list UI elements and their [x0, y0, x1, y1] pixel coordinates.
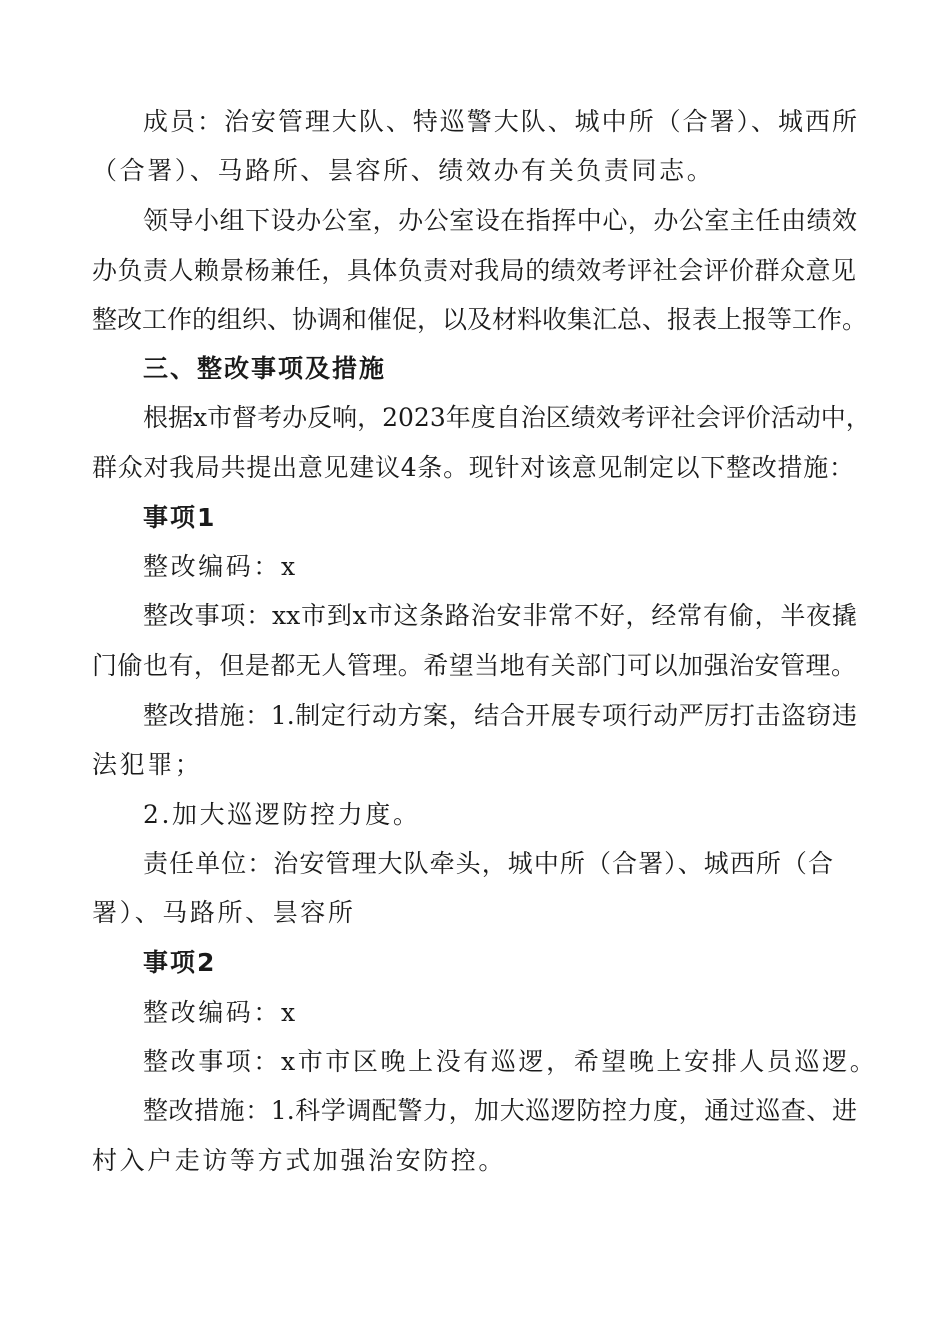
text-line: 群众对我局共提出意见建议4条。现针对该意见制定以下整改措施： — [92, 453, 854, 482]
item-heading: 事项1 — [143, 503, 217, 532]
section-heading: 三、整改事项及措施 — [143, 354, 387, 383]
text-line: 领导小组下设办公室，办公室设在指挥中心，办公室主任由绩效 — [143, 206, 857, 235]
text-line: 整改事项：x市市区晚上没有巡逻，希望晚上安排人员巡逻。 — [143, 1047, 878, 1076]
text-line: 法犯罪； — [92, 750, 203, 779]
item-heading: 事项2 — [143, 948, 217, 977]
text-line: 整改工作的组织、协调和催促，以及材料收集汇总、报表上报等工作。 — [92, 305, 868, 334]
text-line: （合署）、马路所、昙容所、绩效办有关负责同志。 — [92, 156, 715, 185]
text-line: 根据x市督考办反响，2023年度自治区绩效考评社会评价活动中， — [143, 403, 871, 432]
text-line: 整改编码：x — [143, 552, 298, 581]
text-line: 整改措施：1.科学调配警力，加大巡逻防控力度，通过巡查、进 — [143, 1096, 857, 1125]
text-line: 整改措施：1.制定行动方案，结合开展专项行动严厉打击盗窃违 — [143, 701, 857, 730]
text-line: 整改编码：x — [143, 998, 298, 1027]
text-line: 2.加大巡逻防控力度。 — [143, 800, 421, 829]
text-line: 整改事项：xx市到x市这条路治安非常不好，经常有偷，半夜撬 — [143, 601, 857, 630]
text-line: 村入户走访等方式加强治安防控。 — [92, 1146, 507, 1175]
text-line: 责任单位：治安管理大队牵头，城中所（合署）、城西所（合 — [143, 849, 833, 878]
text-line: 办负责人赖景杨兼任，具体负责对我局的绩效考评社会评价群众意见 — [92, 256, 856, 285]
text-line: 成员：治安管理大队、特巡警大队、城中所（合署）、城西所 — [143, 107, 857, 136]
text-line: 署）、马路所、昙容所 — [92, 898, 356, 927]
text-line: 门偷也有，但是都无人管理。希望当地有关部门可以加强治安管理。 — [92, 651, 856, 680]
